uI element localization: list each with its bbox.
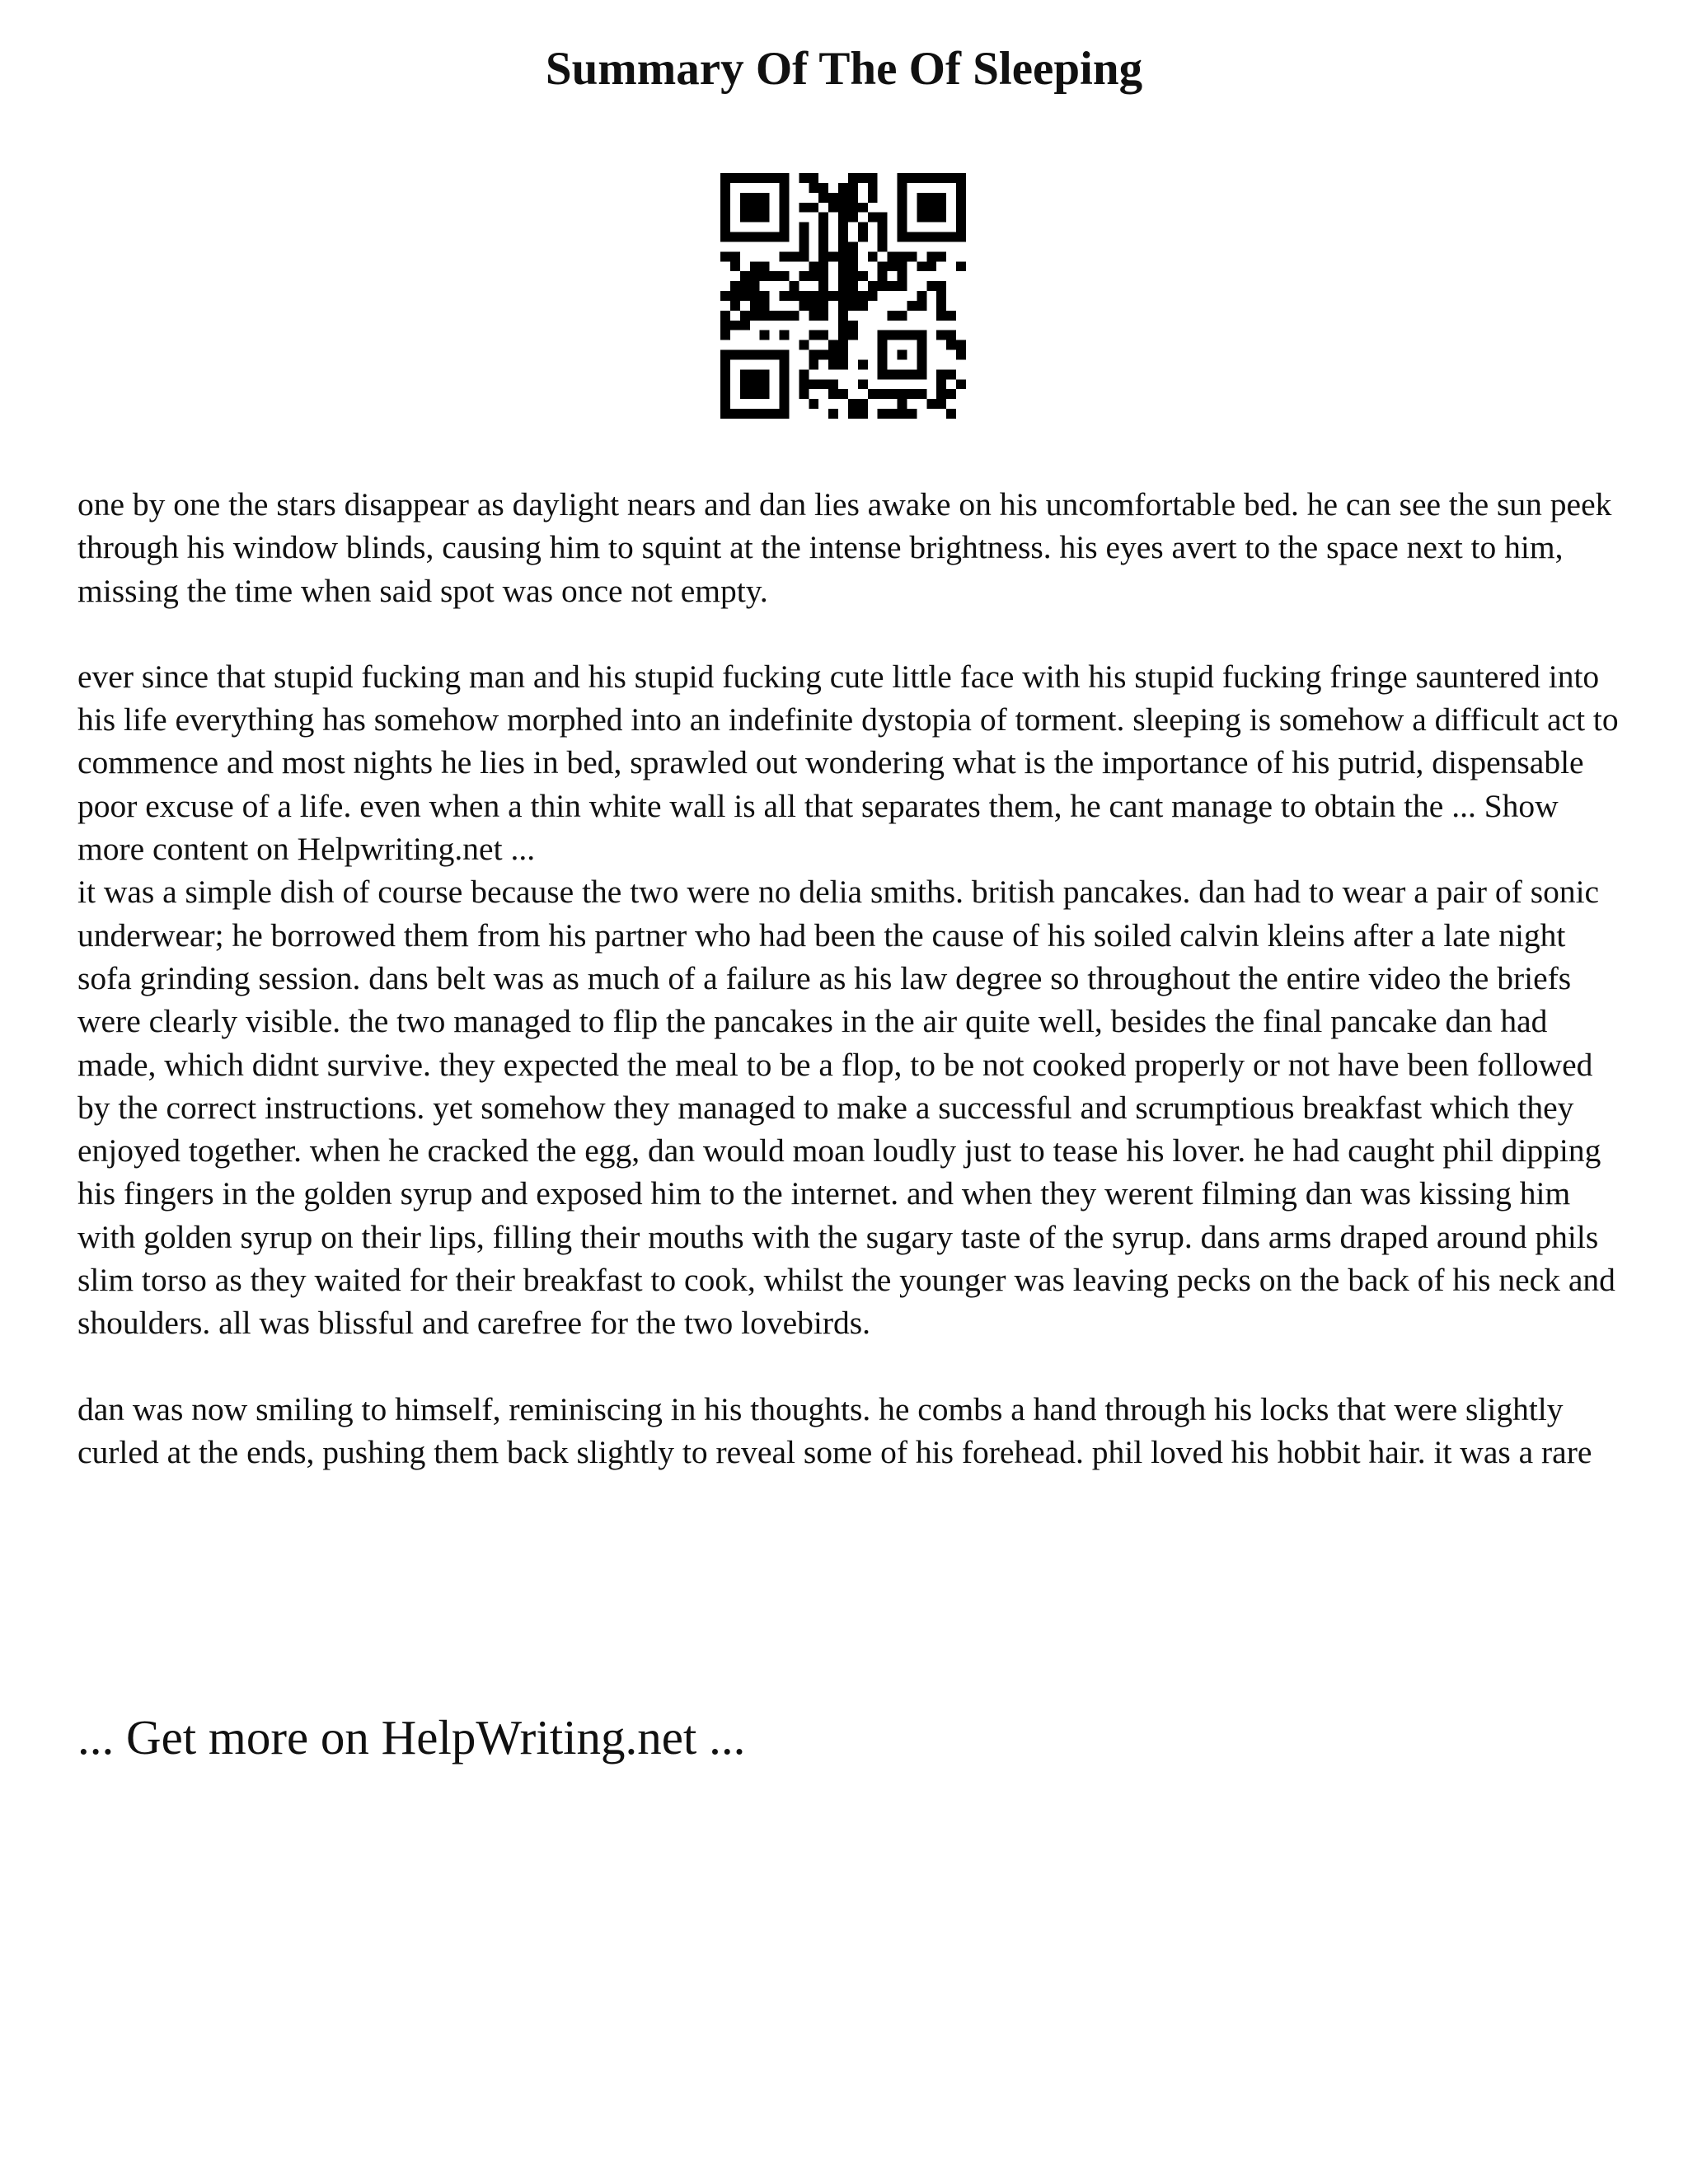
- get-more-link[interactable]: ... Get more on HelpWriting.net ...: [77, 1710, 746, 1765]
- qr-code-icon: [720, 173, 966, 419]
- paragraph-2: ever since that stupid fucking man and his stupid fucking cute little face with his stupid fucking fringe sauntered into his life everything has somehow morphed into an indefinite dystopia of torment. sleeping is somehow a difficult act to commence and most nights he lies in bed, sprawled out wondering what is the importance of his putrid, dispensable poor excuse of a life. even when a thin white wall is all that separates them, he cant manage to obtain the ... Show more content on Helpwriting.net ...: [77, 658, 1619, 868]
- paragraph-gap: [77, 1345, 1627, 1388]
- paragraph-3: it was a simple dish of course because the two were no delia smiths. british pancakes. dan had to wear a pair of sonic underwear; he borrowed them from his partner who had been the cause of his soiled calvin kleins after a late night sofa grinding session. dans belt was as much of a failure as his law degree so throughout the entire video the briefs were clearly visible. the two managed to flip the pancakes in the air quite well, besides the final pancake dan had made, which didnt survive. they expected the meal to be a flop, to be not cooked properly or not have been followed by the correct instructions. yet somehow they managed to make a successful and scrumptious breakfast which they enjoyed together. when he cracked the egg, dan would moan loudly just to tease his lover. he had caught phil dipping his fingers in the golden syrup and exposed him to the internet. and when they werent filming dan was kissing him with golden syrup on their lips, filling their mouths with the sugary taste of the syrup. dans arms draped around phils slim torso as they waited for their breakfast to cook, whilst the younger was leaving pecks on the back of his neck and shoulders. all was blissful and carefree for the two lovebirds.: [77, 874, 1615, 1342]
- page-title: Summary Of The Of Sleeping: [545, 43, 1143, 95]
- body-text: [77, 483, 1627, 1474]
- paragraph-1: one by one the stars disappear as daylight nears and dan lies awake on his uncomfortable bed. he can see the sun peek through his window blinds, causing him to squint at the intense brightness. his eyes avert to the space next to him, missing the time when said spot was once not empty.: [77, 486, 1612, 609]
- paragraph-4: dan was now smiling to himself, reminiscing in his thoughts. he combs a hand through his locks that were slightly curled at the ends, pushing them back slightly to reveal some of his forehead. phil loved his hobbit hair. it was a rare: [77, 1390, 1592, 1470]
- paragraph-gap: [77, 612, 1627, 655]
